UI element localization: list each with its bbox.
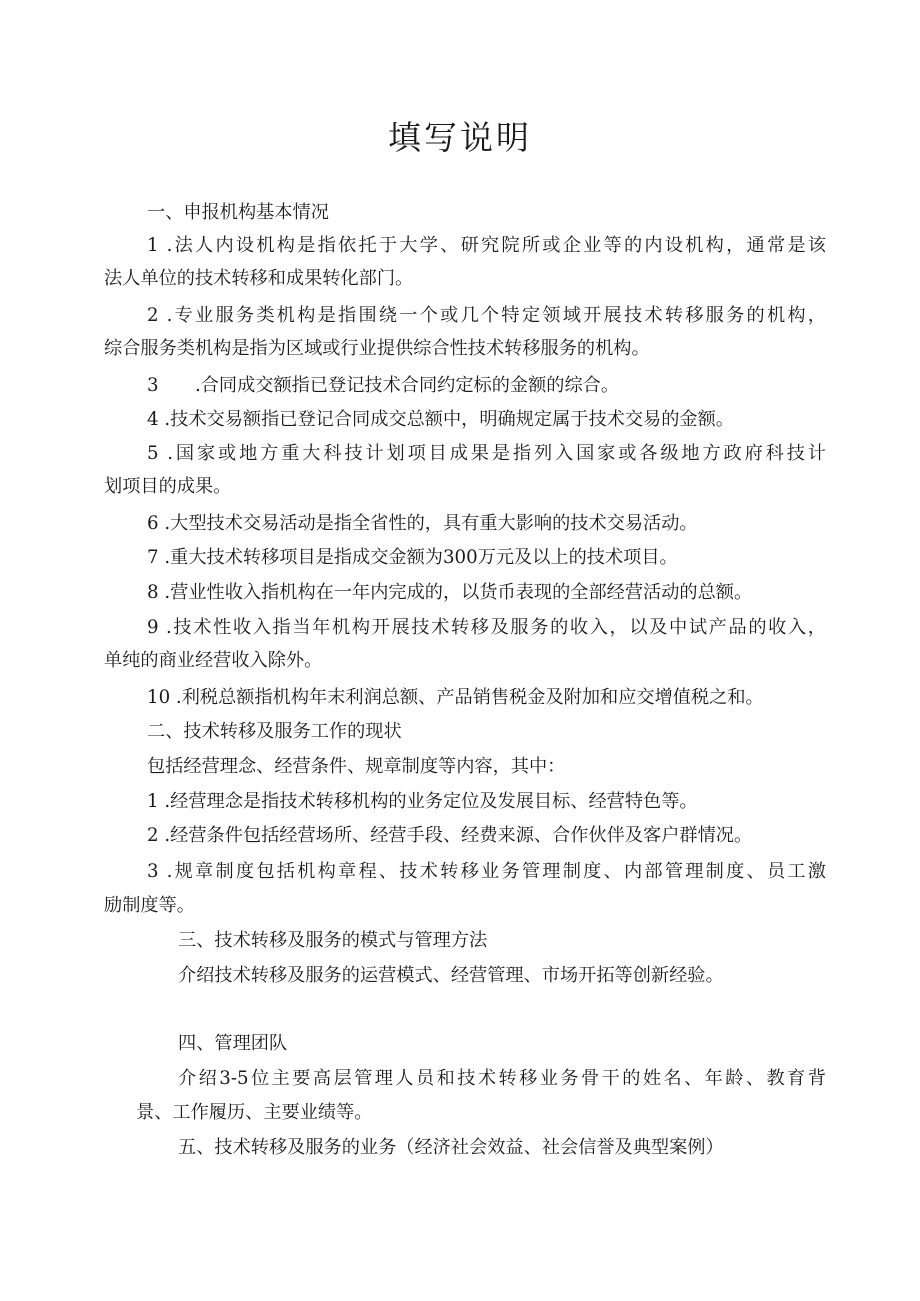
section-2-intro: 包括经营理念、经营条件、规章制度等内容，其中：	[147, 756, 566, 777]
s2-item-1: 1 .经营理念是指技术转移机构的业务定位及发展目标、经营特色等。	[147, 791, 698, 812]
s2-item-3-line-1: 3 .规章制度包括机构章程、技术转移业务管理制度、内部管理制度、员工激	[147, 861, 826, 882]
page-title: 填写说明	[388, 118, 532, 157]
s1-item-9-line-1: 9 .技术性收入指当年机构开展技术转移及服务的收入，以及中试产品的收入，	[147, 617, 826, 638]
s1-item-8: 8 .营业性收入指机构在一年内完成的，以货币表现的全部经营活动的总额。	[147, 582, 753, 603]
s1-item-2-line-1: 2 .专业服务类机构是指围绕一个或几个特定领域开展技术转移服务的机构，	[147, 305, 826, 326]
s1-item-2-line-2: 综合服务类机构是指为区域或行业提供综合性技术转移服务的机构。	[104, 338, 650, 359]
section-4-heading: 四、管理团队	[178, 1033, 288, 1054]
section-4-text-line-1: 介绍3-5位主要高层管理人员和技术转移业务骨干的姓名、年龄、教育背	[178, 1068, 826, 1089]
section-4-text-line-2: 景、工作履历、主要业绩等。	[136, 1102, 373, 1123]
s2-item-3-line-2: 励制度等。	[104, 895, 195, 916]
s1-item-9-line-2: 单纯的商业经营收入除外。	[104, 650, 323, 671]
s2-item-2: 2 .经营条件包括经营场所、经营手段、经费来源、合作伙伴及客户群情况。	[147, 825, 753, 846]
s1-item-5-line-1: 5 .国家或地方重大科技计划项目成果是指列入国家或各级地方政府科技计	[147, 443, 826, 464]
s1-item-7: 7 .重大技术转移项目是指成交金额为300万元及以上的技术项目。	[147, 547, 678, 568]
s1-item-6: 6 .大型技术交易活动是指全省性的，具有重大影响的技术交易活动。	[147, 513, 698, 534]
section-5-heading: 五、技术转移及服务的业务（经济社会效益、社会信誉及典型案例）	[178, 1137, 724, 1158]
section-1-heading: 一、申报机构基本情况	[147, 202, 329, 223]
s1-item-1-line-1: 1 .法人内设机构是指依托于大学、研究院所或企业等的内设机构，通常是该	[147, 235, 826, 256]
s1-item-4: 4 .技术交易额指已登记合同成交总额中，明确规定属于技术交易的金额。	[147, 409, 734, 430]
s1-item-10: 10 .利税总额指机构年末利润总额、产品销售税金及附加和应交增值税之和。	[147, 687, 764, 708]
section-3-heading: 三、技术转移及服务的模式与管理方法	[178, 930, 488, 951]
s1-item-3: 3 .合同成交额指已登记技术合同约定标的金额的综合。	[147, 375, 620, 396]
section-3-text: 介绍技术转移及服务的运营模式、经营管理、市场开拓等创新经验。	[178, 965, 724, 986]
s1-item-5-line-2: 划项目的成果。	[104, 476, 232, 497]
s1-item-1-line-2: 法人单位的技术转移和成果转化部门。	[104, 268, 414, 289]
section-2-heading: 二、技术转移及服务工作的现状	[147, 721, 402, 742]
